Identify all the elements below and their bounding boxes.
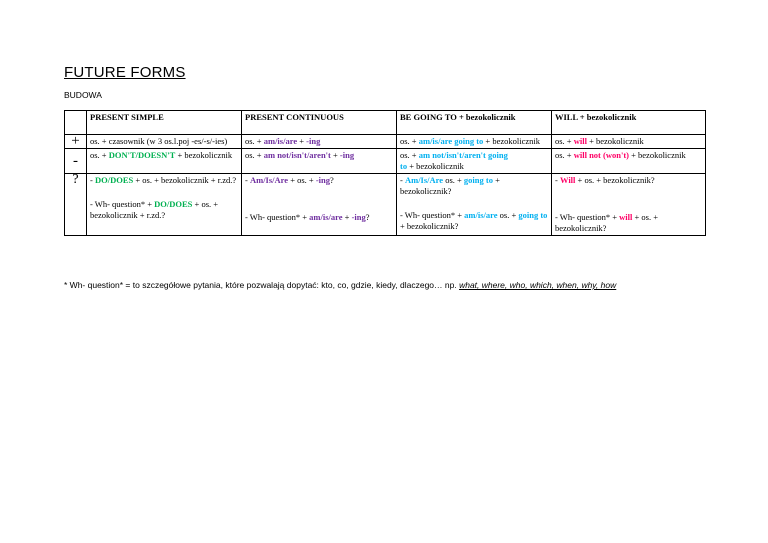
pc-q1-ing: -ing <box>315 175 331 185</box>
bg-neg-post: + bezokolicznik <box>407 161 464 171</box>
bg-aff-aux: am/is/are going to <box>418 136 484 146</box>
ps-q1-post: + os. + bezokolicznik + r.zd.? <box>133 175 237 185</box>
bg-q-bullet-2 <box>400 210 548 232</box>
w-neg-aux: will not (won't) <box>573 150 629 160</box>
ps-q1-aux: DO/DOES <box>94 175 134 185</box>
negative-row <box>65 149 706 174</box>
ps-negative-cell <box>87 149 242 174</box>
ps-q1-pre: - <box>90 175 95 185</box>
pc-aff-mid: + <box>297 136 307 146</box>
pc-q1-aux: Am/Is/Are <box>249 175 289 185</box>
w-neg-pre: os. + <box>555 150 574 160</box>
w-q1-post: + os. + bezokolicznik? <box>575 175 655 185</box>
question-row <box>65 174 706 236</box>
pc-aff-aux: am/is/are <box>263 136 298 146</box>
ps-affirmative-text: os. + czasownik (w 3 os.l.poj -es/-s/-ies) <box>90 136 228 146</box>
pc-q2-mid: + <box>342 212 352 222</box>
will-question-cell <box>552 174 706 236</box>
bg-neg-aux2: to <box>400 161 408 171</box>
pc-neg-aux: am not/isn't/aren't <box>263 150 331 160</box>
bg-q2-pre: - Wh- question* + <box>400 210 465 220</box>
w-q2-pre: - Wh- question* + <box>555 212 620 222</box>
w-q2-post: + os. + bezokolicznik? <box>555 212 659 233</box>
w-q2-aux: will <box>619 212 633 222</box>
w-aff-post: + bezokolicznik <box>586 136 644 146</box>
pc-question-cell <box>242 174 397 236</box>
minus-symbol: - <box>65 149 87 174</box>
w-q1-pre: - <box>555 175 560 185</box>
symbol-header-cell <box>65 111 87 135</box>
plus-symbol: + <box>65 135 87 149</box>
ps-neg-pre: os. + <box>90 150 109 160</box>
footnote <box>64 280 616 290</box>
header-present-simple: PRESENT SIMPLE <box>87 111 242 135</box>
pc-q-bullet-2 <box>245 212 393 223</box>
pc-q2-end: ? <box>365 212 370 222</box>
pc-negative-cell <box>242 149 397 174</box>
section-label: BUDOWA <box>64 90 102 100</box>
page-title: FUTURE FORMS <box>64 64 186 81</box>
bg-q1-mid: os. + <box>443 175 464 185</box>
future-forms-table <box>64 110 706 236</box>
footnote-text: * Wh- question* = to szczegółowe pytania, które pozwalają dopytać: kto, co, gdzie, kiedy, dlaczego… np. <box>64 280 460 290</box>
pc-q1-mid: + os. + <box>288 175 316 185</box>
ps-neg-aux: DON'T/DOESN'T <box>108 150 176 160</box>
header-present-continuous: PRESENT CONTINUOUS <box>242 111 397 135</box>
header-row <box>65 111 706 135</box>
question-symbol: ? <box>65 174 87 236</box>
ps-affirmative-cell <box>87 135 242 149</box>
ps-q2-post: + os. + bezokolicznik + r.zd.? <box>90 199 219 220</box>
bg-aff-post: + bezokolicznik <box>483 136 541 146</box>
pc-aff-ing: -ing <box>306 136 321 146</box>
bg-aff-pre: os. + <box>400 136 419 146</box>
bg-neg-pre: os. + <box>400 150 419 160</box>
pc-q2-aux: am/is/are <box>309 212 343 222</box>
bg-q2-post: + bezokolicznik? <box>400 221 459 231</box>
pc-neg-mid: + <box>330 150 340 160</box>
w-q1-aux: Will <box>559 175 576 185</box>
footnote-examples: what, where, who, which, when, why, how <box>459 280 617 290</box>
pc-affirmative-cell <box>242 135 397 149</box>
bg-negative-cell <box>397 149 552 174</box>
ps-neg-post: + bezokolicznik <box>175 150 233 160</box>
bg-q2-aux: am/is/are <box>464 210 498 220</box>
bg-q1-pre: - <box>400 175 405 185</box>
bg-question-cell <box>397 174 552 236</box>
pc-q2-pre: - Wh- question* + <box>245 212 310 222</box>
bg-q2-mid: os. + <box>497 210 519 220</box>
ps-q2-pre: - Wh- question* + <box>90 199 155 209</box>
pc-q1-end: ? <box>330 175 334 185</box>
ps-q2-aux: DO/DOES <box>154 199 193 209</box>
w-q-bullet-1 <box>555 175 702 186</box>
header-will: WILL + bezokolicznik <box>552 111 706 135</box>
w-q-bullet-2 <box>555 212 702 234</box>
will-affirmative-cell <box>552 135 706 149</box>
pc-aff-pre: os. + <box>245 136 264 146</box>
ps-q-bullet-2 <box>90 199 238 221</box>
bg-q1-post: + bezokolicznik? <box>400 175 500 196</box>
ps-q-bullet-1 <box>90 175 238 186</box>
bg-neg-aux1: am not/isn't/aren't going <box>418 150 508 160</box>
pc-q-bullet-1 <box>245 175 393 186</box>
header-be-going-to: BE GOING TO + bezokolicznik <box>397 111 552 135</box>
bg-q2-going: going to <box>518 210 548 220</box>
w-aff-aux: will <box>573 136 587 146</box>
ps-question-cell <box>87 174 242 236</box>
bg-q1-aux: Am/Is/Are <box>404 175 444 185</box>
pc-neg-pre: os. + <box>245 150 264 160</box>
pc-q2-ing: -ing <box>351 212 366 222</box>
affirmative-row <box>65 135 706 149</box>
w-aff-pre: os. + <box>555 136 574 146</box>
bg-q-bullet-1 <box>400 175 548 197</box>
w-neg-post: + bezokolicznik <box>628 150 686 160</box>
pc-neg-ing: -ing <box>339 150 355 160</box>
bg-affirmative-cell <box>397 135 552 149</box>
will-negative-cell <box>552 149 706 174</box>
pc-q1-pre: - <box>245 175 250 185</box>
bg-q1-going: going to <box>463 175 493 185</box>
